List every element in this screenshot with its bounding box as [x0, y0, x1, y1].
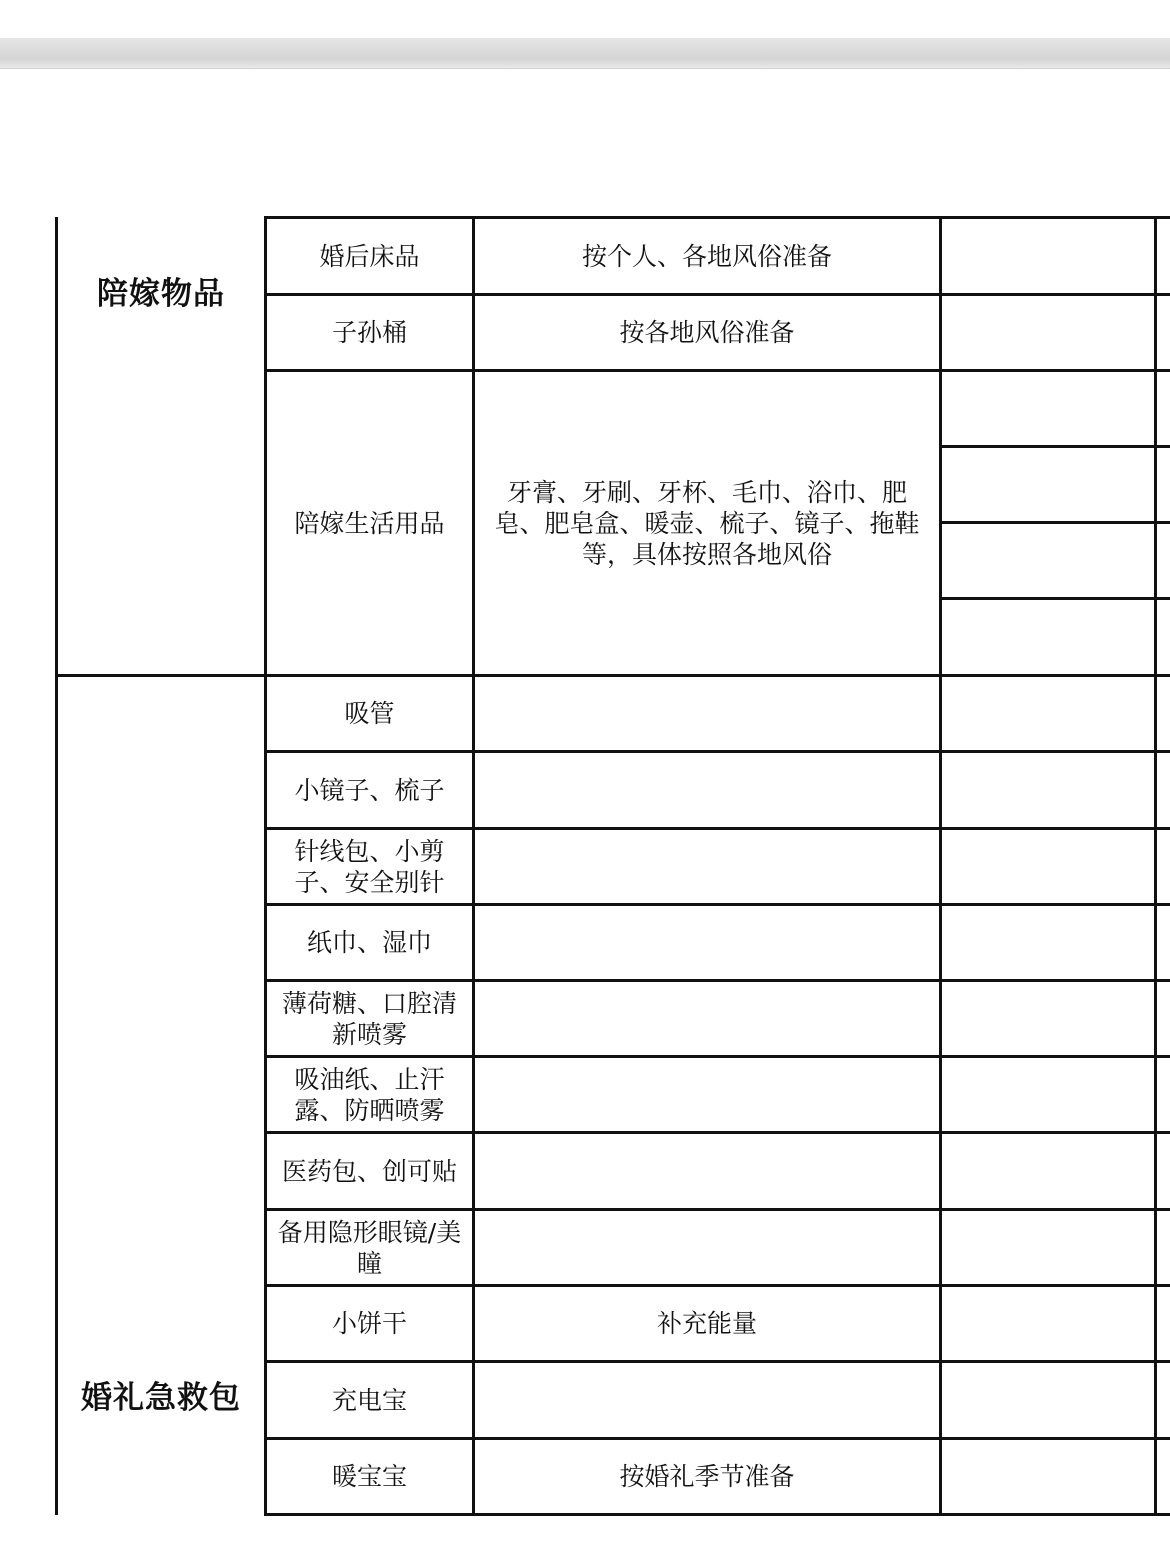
item-note	[475, 906, 939, 979]
item-name: 吸管	[344, 699, 395, 728]
item-name: 小镜子、梳子	[294, 775, 445, 805]
item-note: 牙膏、牙刷、牙杯、毛巾、浴巾、肥皂、肥皂盒、暖壶、梳子、镜子、拖鞋等，具体按照各地风俗	[494, 477, 920, 569]
item-name: 子孙桶	[331, 318, 407, 347]
item-name: 婚后床品	[319, 241, 420, 271]
category-dowry: 陪嫁物品	[97, 275, 225, 312]
item-name: 备用隐形眼镜/美瞳	[277, 1217, 462, 1278]
item-name: 小饼干	[331, 1309, 407, 1338]
item-name: 暖宝宝	[331, 1462, 407, 1491]
category-emergency-kit: 婚礼急救包	[81, 1380, 241, 1416]
item-name: 医药包、创可贴	[281, 1156, 457, 1186]
item-note	[475, 1363, 939, 1437]
item-name: 吸油纸、止汗露、防晒喷雾	[294, 1064, 445, 1125]
item-note	[475, 982, 939, 1055]
item-name: 薄荷糖、口腔清新喷雾	[281, 988, 457, 1049]
item-note	[475, 753, 939, 827]
item-note	[475, 1134, 939, 1208]
item-note: 按个人、各地风俗准备	[581, 241, 832, 271]
item-name: 陪嫁生活用品	[294, 508, 445, 538]
viewer-top-bar	[0, 38, 1170, 69]
item-name: 充电宝	[331, 1385, 407, 1415]
item-name: 针线包、小剪子、安全别针	[294, 836, 445, 897]
item-note: 按各地风俗准备	[619, 318, 795, 347]
item-note	[475, 1211, 939, 1284]
item-note: 补充能量	[656, 1309, 757, 1338]
item-note: 按婚礼季节准备	[619, 1462, 795, 1491]
item-note	[475, 1058, 939, 1131]
item-note	[475, 677, 939, 750]
item-note	[475, 830, 939, 903]
item-name: 纸巾、湿巾	[306, 928, 432, 957]
